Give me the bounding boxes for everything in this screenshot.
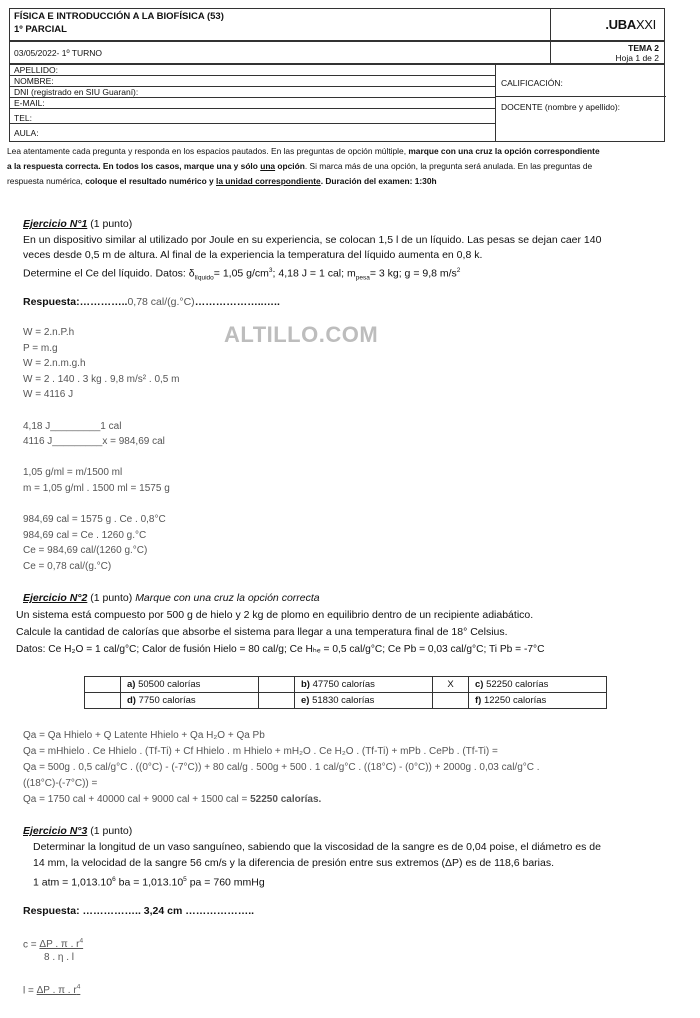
ej1-line2: veces desde 0,5 m de altura. Al final de la experiencia la temperatura del líquido aumenta en 0,8 k. <box>23 249 483 261</box>
sheet-number: Hoja 1 de 2 <box>615 53 659 63</box>
ej2-line2: Calcule la cantidad de calorías que absorbe el sistema para llegar a una temperatura final de 18° Celsius. <box>16 626 508 638</box>
option-f-checkbox[interactable] <box>433 693 469 709</box>
ej1-calc-line: W = 2 . 140 . 3 kg . 9,8 m/s² . 0,5 m <box>23 373 180 385</box>
ej1-answer[interactable]: Respuesta:…………..0,78 cal/(g.°C)………………..….. <box>23 296 280 308</box>
ej1-calc-line: P = m.g <box>23 342 58 354</box>
ej1-calc-line: 4116 J_________x = 984,69 cal <box>23 436 165 448</box>
field-dni[interactable]: DNI (registrado en SIU Guaraní): <box>10 87 496 98</box>
ej3-formula-c: c = ΔP . π . $r^4$ <box>23 938 84 951</box>
option-e: e) 51830 calorías <box>295 693 433 709</box>
ej3-line3: 1 atm = $1,013.10^6$ ba = $1,013.10^5$ pa = 760 mmHg <box>33 876 265 889</box>
exam-instructions: Lea atentamente cada pregunta y responda en los espacios pautados. En las preguntas de opción múltiple, marque con una cruz la opción correspondiente a la respuesta correcta. En todos los casos, marque una y sólo una opción. Si marca más de una opción, la pregunta será anulada. En las preguntas de respuesta numérica, coloque el resultado numérico y la unidad correspondiente. Duración del examen: 1:30h <box>7 146 600 186</box>
option-b: b) 47750 calorías <box>295 677 433 693</box>
option-f: f) 12250 calorías <box>469 693 607 709</box>
ej2-calc-line4: ((18°C)-(-7°C)) = <box>23 778 98 789</box>
ej1-calc-line: W = 2.n.P.h <box>23 327 75 338</box>
docente-label[interactable]: DOCENTE (nombre y apellido): <box>501 102 621 112</box>
exam-title: 1º PARCIAL <box>14 24 67 35</box>
ej2-calc-line2: Qa = mHhielo . Ce Hhielo . (Tf-Ti) + Cf Hhielo . m Hhielo + mH₂O . Ce H₂O . (Tf-Ti) + mPb . CePb . (Tf-Ti) = <box>23 746 498 757</box>
ej1-calc-line: W = 4116 J <box>23 389 74 401</box>
student-info-box <box>9 64 665 142</box>
option-a-checkbox[interactable] <box>85 677 121 693</box>
ej1-calc-line: 984,69 cal = 1575 g . Ce . 0,8°C <box>23 514 166 526</box>
field-apellido[interactable]: APELLIDO: <box>10 65 496 76</box>
ej1-line1: En un dispositivo similar al utilizado por Joule en su experiencia, se colocan 1,5 l de un líquido. Las pesas se dejan caer 140 <box>23 234 602 246</box>
ej1-calc-line: Ce = 0,78 cal/(g.°C) <box>23 561 112 572</box>
ej1-line3: Determine el Ce del líquido. Datos: $\delta_{líquido}= 1,05$ $g/cm^3$; 4,18 J = 1 cal; $m_{pesa}= 3$ kg; g = 9,8 $m/s^2$ <box>23 267 461 282</box>
ej2-calc-line5: Qa = 1750 cal + 40000 cal + 9000 cal + 1500 cal = 52250 calorías. <box>23 794 322 805</box>
ej2-calc-line1: Qa = Qa Hhielo + Q Latente Hhielo + Qa H₂O + Qa Pb <box>23 730 265 741</box>
ej1-heading: Ejercicio N°1 (1 punto) <box>23 218 133 230</box>
fields-divider <box>495 65 496 141</box>
ej1-calc-line: m = 1,05 g/ml . 1500 ml = 1575 g <box>23 483 170 494</box>
option-a: a) 50500 calorías <box>121 677 259 693</box>
ej1-calc-line: 1,05 g/ml = m/1500 ml <box>23 467 123 479</box>
ej2-calc-line3: Qa = 500g . 0,5 cal/g°C . ((0°C) - (-7°C)) + 80 cal/g . 500g + 500 . 1 cal/g°C . ((18°C) - (0°C)) + 2000g . 0,03 cal/g°C . <box>23 762 540 773</box>
field-tel[interactable]: TEL: <box>10 113 496 124</box>
header-divider <box>550 9 551 40</box>
exam-date: 03/05/2022- 1º TURNO <box>14 48 102 58</box>
ej3-line2: 14 mm, la velocidad de la sangre 56 cm/s y la diferencia de presión entre sus extremos (ΔP) es de 118,6 barias. <box>33 857 554 869</box>
tema-label: TEMA 2 <box>628 43 659 53</box>
ej3-line1: Determinar la longitud de un vaso sanguíneo, sabiendo que la viscosidad de la sangre es de 0,04 poise, el diámetro es de <box>33 841 601 853</box>
ej1-calc-line: W = 2.n.m.g.h <box>23 358 86 370</box>
option-d-checkbox[interactable] <box>85 693 121 709</box>
header-title-box <box>9 8 665 41</box>
ej2-heading: Ejercicio N°2 (1 punto) Marque con una cruz la opción correcta <box>23 592 320 604</box>
ej3-formula-c-denominator: 8 . η . l <box>44 952 75 963</box>
watermark: ALTILLO.COM <box>224 322 379 347</box>
field-nombre[interactable]: NOMBRE: <box>10 76 496 87</box>
calificacion-label[interactable]: CALIFICACIÓN: <box>501 78 563 88</box>
grade-divider <box>495 96 666 97</box>
ej1-calc-line: 4,18 J_________1 cal <box>23 420 122 432</box>
ej3-answer[interactable]: Respuesta: …………….. 3,24 cm ……………….. <box>23 905 255 917</box>
header-divider <box>550 42 551 63</box>
header-date-box <box>9 41 665 64</box>
ej2-options-table <box>84 676 607 709</box>
option-c-checkbox[interactable]: X <box>433 677 469 693</box>
ej1-calc-line: 984,69 cal = Ce . 1260 g.°C <box>23 529 147 541</box>
ej3-heading: Ejercicio N°3 (1 punto) <box>23 825 133 837</box>
ej2-line1: Un sistema está compuesto por 500 g de hielo y 2 kg de plomo en equilibrio dentro de un recipiente adiabático. <box>16 609 534 621</box>
course-title: FÍSICA E INTRODUCCIÓN A LA BIOFÍSICA (53) <box>14 11 224 22</box>
option-b-checkbox[interactable] <box>259 677 295 693</box>
field-email[interactable]: E-MAIL: <box>10 98 496 109</box>
option-d: d) 7750 calorías <box>121 693 259 709</box>
option-e-checkbox[interactable] <box>259 693 295 709</box>
uba-xxi-logo: .UBAXXI <box>605 17 656 32</box>
ej3-formula-l: l = ΔP . π . $r^4$ <box>23 984 81 997</box>
field-aula[interactable]: AULA: <box>14 128 39 138</box>
ej2-line3: Datos: Ce H₂O = 1 cal/g°C; Calor de fusión Hielo = 80 cal/g; Ce Hₕₑ = 0,5 cal/g°C; Ce Pb = 0,03 cal/g°C; Ti Pb = -7°C <box>16 644 545 655</box>
ej1-calc-line: Ce = 984,69 cal/(1260 g.°C) <box>23 545 148 557</box>
option-c: c) 52250 calorías <box>469 677 607 693</box>
